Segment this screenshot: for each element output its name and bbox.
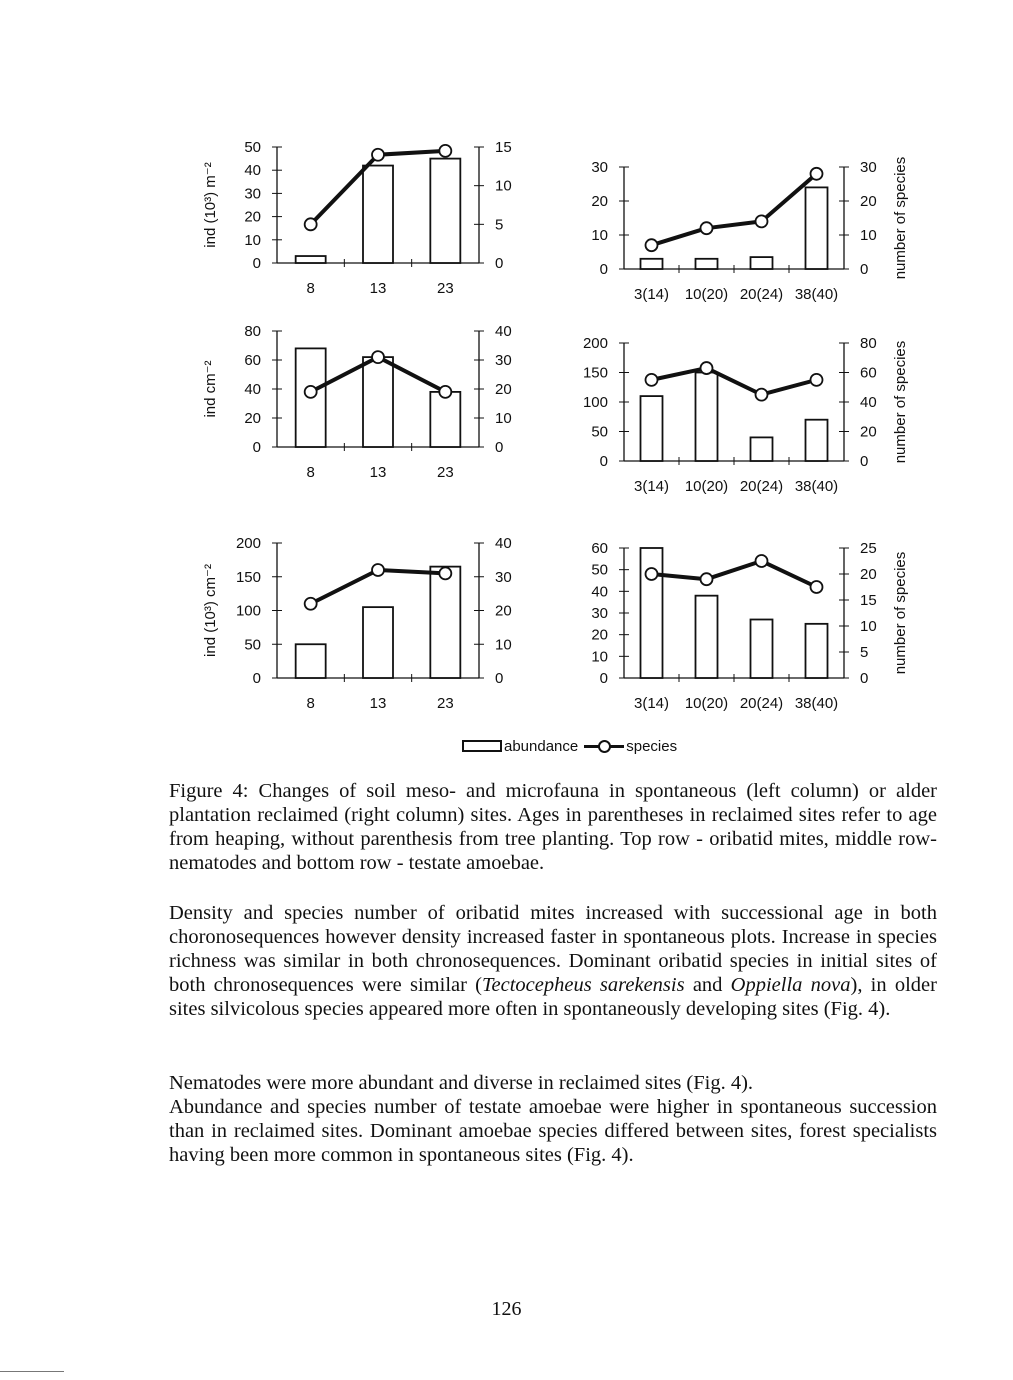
chart-panel-oribatid-spontaneous	[202, 139, 512, 297]
left-y-axis-title: ind (10³) cm⁻²	[202, 564, 219, 657]
species-name-tectocepheus: Tectocepheus sarekensis	[482, 974, 685, 996]
species-marker	[756, 389, 768, 401]
right-y-tick-label: 15	[860, 592, 877, 609]
species-marker	[305, 218, 317, 230]
right-y-tick-label: 5	[860, 644, 869, 661]
right-y-tick-label: 60	[860, 364, 877, 382]
paragraph-nematodes: Nematodes were more abundant and diverse in reclaimed sites (Fig. 4).	[169, 1072, 754, 1094]
abundance-bar	[696, 259, 718, 269]
paragraph-oribatid-text-and: and	[684, 974, 731, 996]
abundance-bar	[806, 624, 828, 678]
species-name-oppiella: Oppiella nova	[730, 974, 851, 996]
species-marker	[646, 374, 658, 386]
x-tick-label: 20(24)	[739, 695, 784, 712]
abundance-bar	[430, 159, 460, 263]
page-number: 126	[491, 1298, 522, 1320]
abundance-legend-swatch	[462, 740, 502, 752]
right-y-tick-label: 80	[860, 335, 877, 352]
right-y-tick-label: 20	[860, 193, 877, 210]
left-y-tick-label: 60	[591, 540, 608, 557]
x-tick-label: 13	[369, 464, 387, 481]
abundance-bar	[806, 187, 828, 269]
paragraph-testate-amoebae: Abundance and species number of testate amoebae were higher in spontaneous succession than in reclaimed sites. Dominant amoebae species differed between sites, forest specialists having been more common in spontaneous sites (Fig. 4).	[169, 1096, 937, 1166]
x-tick-label: 23	[436, 464, 454, 481]
left-y-tick-label: 0	[252, 255, 261, 272]
right-y-tick-label: 10	[495, 636, 512, 654]
species-marker	[439, 386, 451, 398]
x-tick-label: 38(40)	[794, 695, 839, 712]
left-y-tick-label: 30	[244, 185, 261, 203]
left-y-axis-title: ind (10³) m⁻²	[202, 162, 219, 248]
paragraph-oribatid-mites	[169, 901, 937, 1021]
left-y-axis-title: ind cm⁻²	[202, 360, 219, 418]
figure-caption: Figure 4: Changes of soil meso- and microfauna in spontaneous (left column) or alder plantation reclaimed (right column) sites. Ages in parentheses in reclaimed sites refer to age from heaping, without parenthesis from tree planting. Top row - oribatid mites, middle row- nematodes and bottom row - testate amoebae.	[169, 780, 937, 874]
right-y-tick-label: 10	[495, 410, 512, 427]
left-y-tick-label: 30	[591, 605, 608, 622]
right-y-tick-label: 10	[495, 177, 512, 195]
species-marker	[439, 567, 451, 579]
right-y-tick-label: 40	[860, 394, 877, 411]
right-y-axis-title: number of species	[892, 340, 909, 464]
left-y-tick-label: 60	[244, 352, 261, 369]
abundance-bar	[430, 567, 460, 678]
left-y-tick-label: 10	[244, 231, 261, 249]
species-marker	[646, 568, 658, 580]
x-tick-label: 10(20)	[684, 478, 729, 495]
right-y-tick-label: 30	[495, 352, 512, 369]
abundance-bar	[696, 373, 718, 462]
abundance-bar	[296, 644, 326, 678]
abundance-bar	[363, 166, 393, 263]
right-y-tick-label: 10	[860, 227, 877, 244]
left-y-tick-label: 20	[244, 410, 261, 427]
species-marker	[756, 215, 768, 227]
paragraph-oribatid-text-start: Density and species number of oribatid mites increased with successional age in both choronosequences however density increased faster in spontaneous plots. Increase in species richness was similar in both chronosequences. Dominant oribatid species in initial sites of both chronosequences were similar (	[169, 902, 937, 996]
x-tick-label: 38(40)	[794, 286, 839, 303]
left-y-tick-label: 20	[591, 193, 608, 210]
left-y-tick-label: 50	[244, 636, 261, 654]
x-tick-label: 8	[306, 464, 315, 481]
left-y-tick-label: 0	[599, 261, 608, 278]
x-tick-label: 3(14)	[633, 478, 670, 495]
abundance-bar	[806, 420, 828, 461]
chart-panel-testate-spontaneous	[202, 535, 512, 712]
right-y-tick-label: 20	[860, 566, 877, 583]
species-line	[652, 174, 817, 245]
species-marker	[811, 168, 823, 180]
species-line	[652, 368, 817, 395]
species-marker	[305, 598, 317, 610]
x-tick-label: 20(24)	[739, 478, 784, 495]
species-marker	[439, 145, 451, 157]
abundance-legend-label: abundance	[504, 737, 579, 755]
abundance-bar	[751, 620, 773, 679]
right-y-tick-label: 30	[495, 568, 512, 586]
left-y-tick-label: 0	[599, 670, 608, 687]
chart-panel-nematodes-reclaimed	[583, 335, 909, 495]
abundance-bar	[430, 392, 460, 447]
chart-panel-nematodes-spontaneous	[202, 323, 512, 481]
x-tick-label: 8	[306, 280, 315, 297]
x-tick-label: 13	[369, 695, 387, 712]
x-tick-label: 38(40)	[794, 478, 839, 495]
left-y-tick-label: 40	[244, 381, 261, 398]
species-legend-swatch	[584, 739, 624, 753]
left-y-tick-label: 150	[235, 568, 261, 586]
species-marker	[372, 564, 384, 576]
right-y-tick-label: 0	[860, 453, 869, 470]
left-y-tick-label: 40	[244, 162, 261, 180]
left-y-tick-label: 200	[235, 535, 261, 552]
left-y-tick-label: 50	[591, 561, 608, 579]
right-y-tick-label: 20	[495, 602, 512, 620]
x-tick-label: 13	[369, 280, 387, 297]
right-y-tick-label: 0	[495, 439, 504, 456]
right-y-tick-label: 10	[860, 618, 877, 635]
left-y-tick-label: 10	[591, 648, 608, 666]
paragraph-oribatid-text-end: ), in older sites silvicolous species appeared more often in spontaneously developing sites (Fig. 4).	[169, 974, 937, 1020]
right-y-tick-label: 0	[860, 261, 869, 278]
x-tick-label: 3(14)	[633, 286, 670, 303]
right-y-tick-label: 0	[495, 670, 504, 687]
abundance-bar	[363, 357, 393, 447]
right-y-tick-label: 0	[495, 255, 504, 272]
species-marker	[811, 374, 823, 386]
right-y-axis-title: number of species	[892, 156, 909, 280]
right-y-tick-label: 5	[495, 216, 504, 234]
right-y-tick-label: 40	[495, 323, 512, 340]
x-tick-label: 23	[436, 280, 454, 297]
species-marker	[701, 222, 713, 234]
abundance-bar	[751, 437, 773, 461]
left-y-tick-label: 10	[591, 227, 608, 244]
x-tick-label: 10(20)	[684, 286, 729, 303]
right-y-axis-title: number of species	[892, 551, 909, 675]
x-tick-label: 20(24)	[739, 286, 784, 303]
right-y-tick-label: 0	[860, 670, 869, 687]
left-y-tick-label: 150	[582, 364, 608, 382]
species-marker	[372, 351, 384, 363]
species-marker	[811, 581, 823, 593]
species-line	[652, 561, 817, 587]
abundance-bar	[696, 596, 718, 678]
figure-legend	[462, 737, 677, 755]
abundance-bar	[751, 257, 773, 269]
right-y-tick-label: 30	[860, 159, 877, 176]
abundance-bar	[296, 256, 326, 263]
left-y-tick-label: 50	[244, 139, 261, 156]
species-marker	[372, 149, 384, 161]
species-marker	[701, 362, 713, 374]
abundance-bar	[641, 396, 663, 461]
left-y-tick-label: 30	[591, 159, 608, 176]
left-y-tick-label: 40	[591, 583, 608, 601]
right-y-tick-label: 40	[495, 535, 512, 552]
left-y-tick-label: 0	[252, 439, 261, 456]
left-y-tick-label: 100	[582, 394, 608, 411]
abundance-bar	[363, 607, 393, 678]
species-marker	[756, 555, 768, 567]
left-y-tick-label: 20	[591, 626, 608, 644]
x-tick-label: 23	[436, 695, 454, 712]
species-marker	[701, 573, 713, 585]
left-y-tick-label: 80	[244, 323, 261, 340]
right-y-tick-label: 20	[860, 423, 877, 441]
x-tick-label: 8	[306, 695, 315, 712]
right-y-tick-label: 20	[495, 381, 512, 398]
right-y-tick-label: 15	[495, 139, 512, 156]
species-marker	[305, 386, 317, 398]
left-y-tick-label: 0	[599, 453, 608, 470]
x-tick-label: 3(14)	[633, 695, 670, 712]
species-legend-label: species	[626, 737, 678, 755]
footer-rule	[0, 1371, 64, 1372]
right-y-tick-label: 25	[860, 540, 877, 557]
left-y-tick-label: 0	[252, 670, 261, 687]
x-tick-label: 10(20)	[684, 695, 729, 712]
chart-panel-oribatid-reclaimed	[591, 157, 909, 303]
left-y-tick-label: 50	[591, 423, 608, 441]
abundance-bar	[641, 259, 663, 269]
chart-panel-testate-reclaimed	[591, 540, 909, 712]
left-y-tick-label: 200	[582, 335, 608, 352]
species-marker	[646, 239, 658, 251]
left-y-tick-label: 100	[235, 602, 261, 620]
left-y-tick-label: 20	[244, 208, 261, 226]
